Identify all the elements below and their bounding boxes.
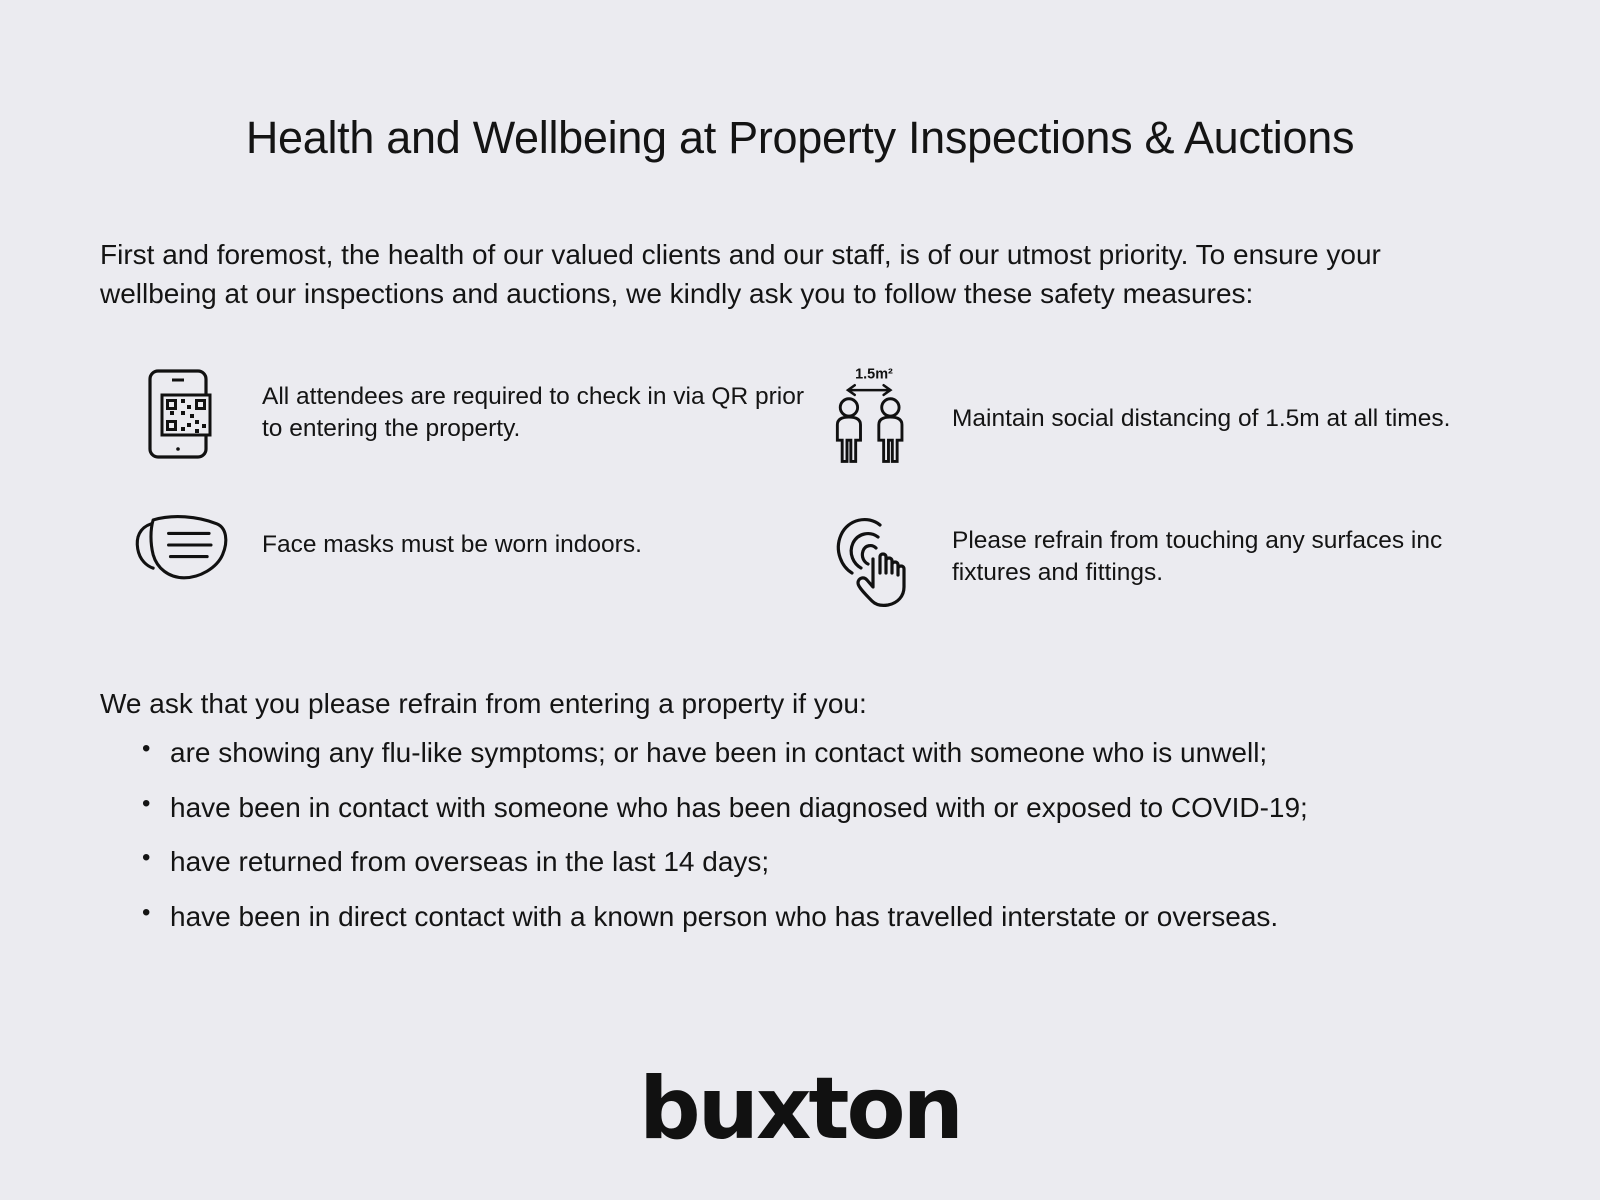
svg-text:1.5m²: 1.5m² (855, 366, 893, 383)
measure-text: Maintain social distancing of 1.5m at all times. (952, 405, 1451, 433)
face-mask-icon (130, 497, 238, 593)
refrain-lead: We ask that you please refrain from entering a property if you: (100, 688, 867, 720)
measure-item (820, 359, 1500, 479)
page-title: Health and Wellbeing at Property Inspections & Auctions (245, 112, 1355, 163)
list-item: • have been in direct contact with a known person who has travelled interstate or overseas. (142, 898, 1500, 953)
list-item: • have been in contact with someone who has been diagnosed with or exposed to COVID-19; (142, 789, 1500, 844)
qr-phone-icon (130, 361, 238, 465)
social-distancing-icon (820, 359, 928, 479)
list-item: • are showing any flu-like symptoms; or have been in contact with someone who is unwell; (142, 734, 1500, 789)
refrain-section (100, 611, 1500, 953)
measure-item (820, 503, 1500, 611)
measure-text: All attendees are required to check in via QR prior to entering the property. (262, 382, 804, 443)
measures-column-left (130, 359, 810, 611)
measure-text: Please refrain from touching any surfaces inc fixtures and fittings. (952, 526, 1443, 587)
measures-column-right (810, 359, 1500, 611)
measure-item (130, 491, 810, 599)
measure-text: Face masks must be worn indoors. (262, 531, 642, 559)
logo-text: buxton (639, 1059, 961, 1159)
no-touch-hand-icon (820, 503, 928, 611)
safety-measures-section (100, 313, 1500, 611)
list-item: • have returned from overseas in the last 14 days; (142, 843, 1500, 898)
brand-logo (0, 1059, 1600, 1159)
intro-paragraph: First and foremost, the health of our valued clients and our staff, is of our utmost priority. To ensure your wellbeing at our inspections and auctions, we kindly ask you to follow these safety measures: (100, 239, 1381, 309)
measure-item (130, 359, 810, 467)
refrain-list (100, 734, 1500, 953)
